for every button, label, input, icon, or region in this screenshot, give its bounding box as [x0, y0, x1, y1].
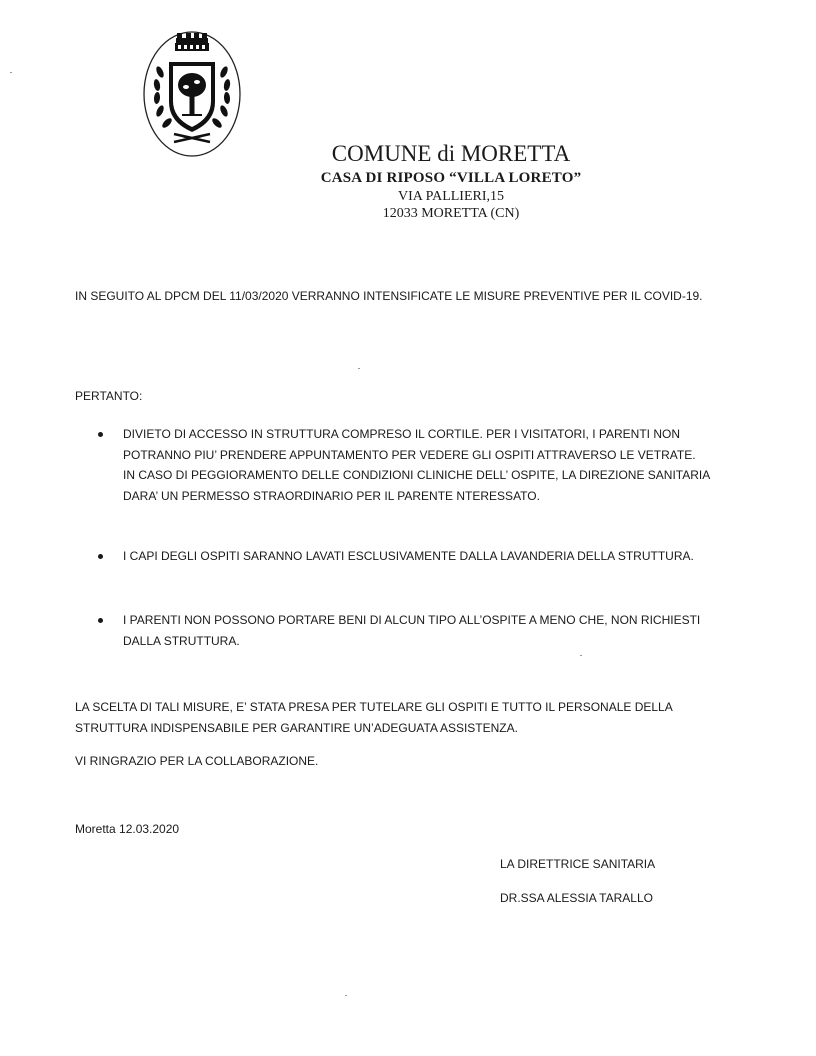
bullet-icon: [98, 554, 103, 559]
bullet-icon: [98, 432, 103, 437]
coat-of-arms-icon: [142, 30, 242, 160]
scan-speck: [358, 368, 360, 369]
signer-role: LA DIRETTRICE SANITARIA: [500, 857, 656, 871]
pertanto-heading: PERTANTO:: [75, 389, 143, 403]
municipality-title: COMUNE di MORETTA: [331, 141, 571, 166]
bullet-icon: [98, 618, 103, 623]
list-item-line: DARA’ UN PERMESSO STRAORDINARIO PER IL PARENTE NTERESSATO.: [123, 488, 540, 503]
list-item: [94, 546, 723, 567]
list-item-line: DALLA STRUTTURA.: [123, 633, 240, 648]
address-street: VIA PALLIERI,15: [397, 189, 505, 204]
scan-speck: [580, 655, 582, 656]
list-item-line: I CAPI DEGLI OSPITI SARANNO LAVATI ESCLUSIVAMENTE DALLA LAVANDERIA DELLA STRUTTURA.: [123, 549, 694, 563]
thanks-line: VI RINGRAZIO PER LA COLLABORAZIONE.: [75, 754, 319, 768]
list-item-line: POTRANNO PIU’ PRENDERE APPUNTAMENTO PER VEDERE GLI OSPITI ATTRAVERSO LE VETRATE.: [123, 447, 696, 462]
list-item-line: DIVIETO DI ACCESSO IN STRUTTURA COMPRESO IL CORTILE. PER I VISITATORI, I PARENTI NON: [123, 427, 680, 441]
scan-speck: [345, 995, 347, 996]
list-item-line: IN CASO DI PEGGIORAMENTO DELLE CONDIZIONI CLINICHE DELL’ OSPITE, LA DIREZIONE SANITARIA: [123, 468, 711, 482]
institution-name: CASA DI RIPOSO “VILLA LORETO”: [320, 170, 582, 186]
intro-paragraph: IN SEGUITO AL DPCM DEL 11/03/2020 VERRANNO INTENSIFICATE LE MISURE PREVENTIVE PER IL COVID-19.: [75, 289, 703, 303]
letterhead: [296, 139, 606, 222]
address-city: 12033 MORETTA (CN): [382, 206, 520, 221]
measures-list-1: [94, 424, 723, 506]
closing-line-2: STRUTTURA INDISPENSABILE PER GARANTIRE UN’ADEGUATA ASSISTENZA.: [75, 721, 518, 735]
list-item-line: I PARENTI NON POSSONO PORTARE BENI DI ALCUN TIPO ALL’OSPITE A MENO CHE, NON RICHIESTI: [123, 613, 701, 627]
date-line: Moretta 12.03.2020: [75, 822, 180, 836]
list-item: [94, 610, 723, 651]
closing-line-1: LA SCELTA DI TALI MISURE, E’ STATA PRESA PER TUTELARE GLI OSPITI E TUTTO IL PERSONALE DELLA: [75, 700, 673, 714]
list-item: [94, 424, 723, 506]
signer-name: DR.SSA ALESSIA TARALLO: [500, 891, 653, 905]
measures-list-3: [94, 610, 723, 651]
measures-list-2: [94, 546, 723, 567]
scan-speck: [10, 72, 12, 73]
